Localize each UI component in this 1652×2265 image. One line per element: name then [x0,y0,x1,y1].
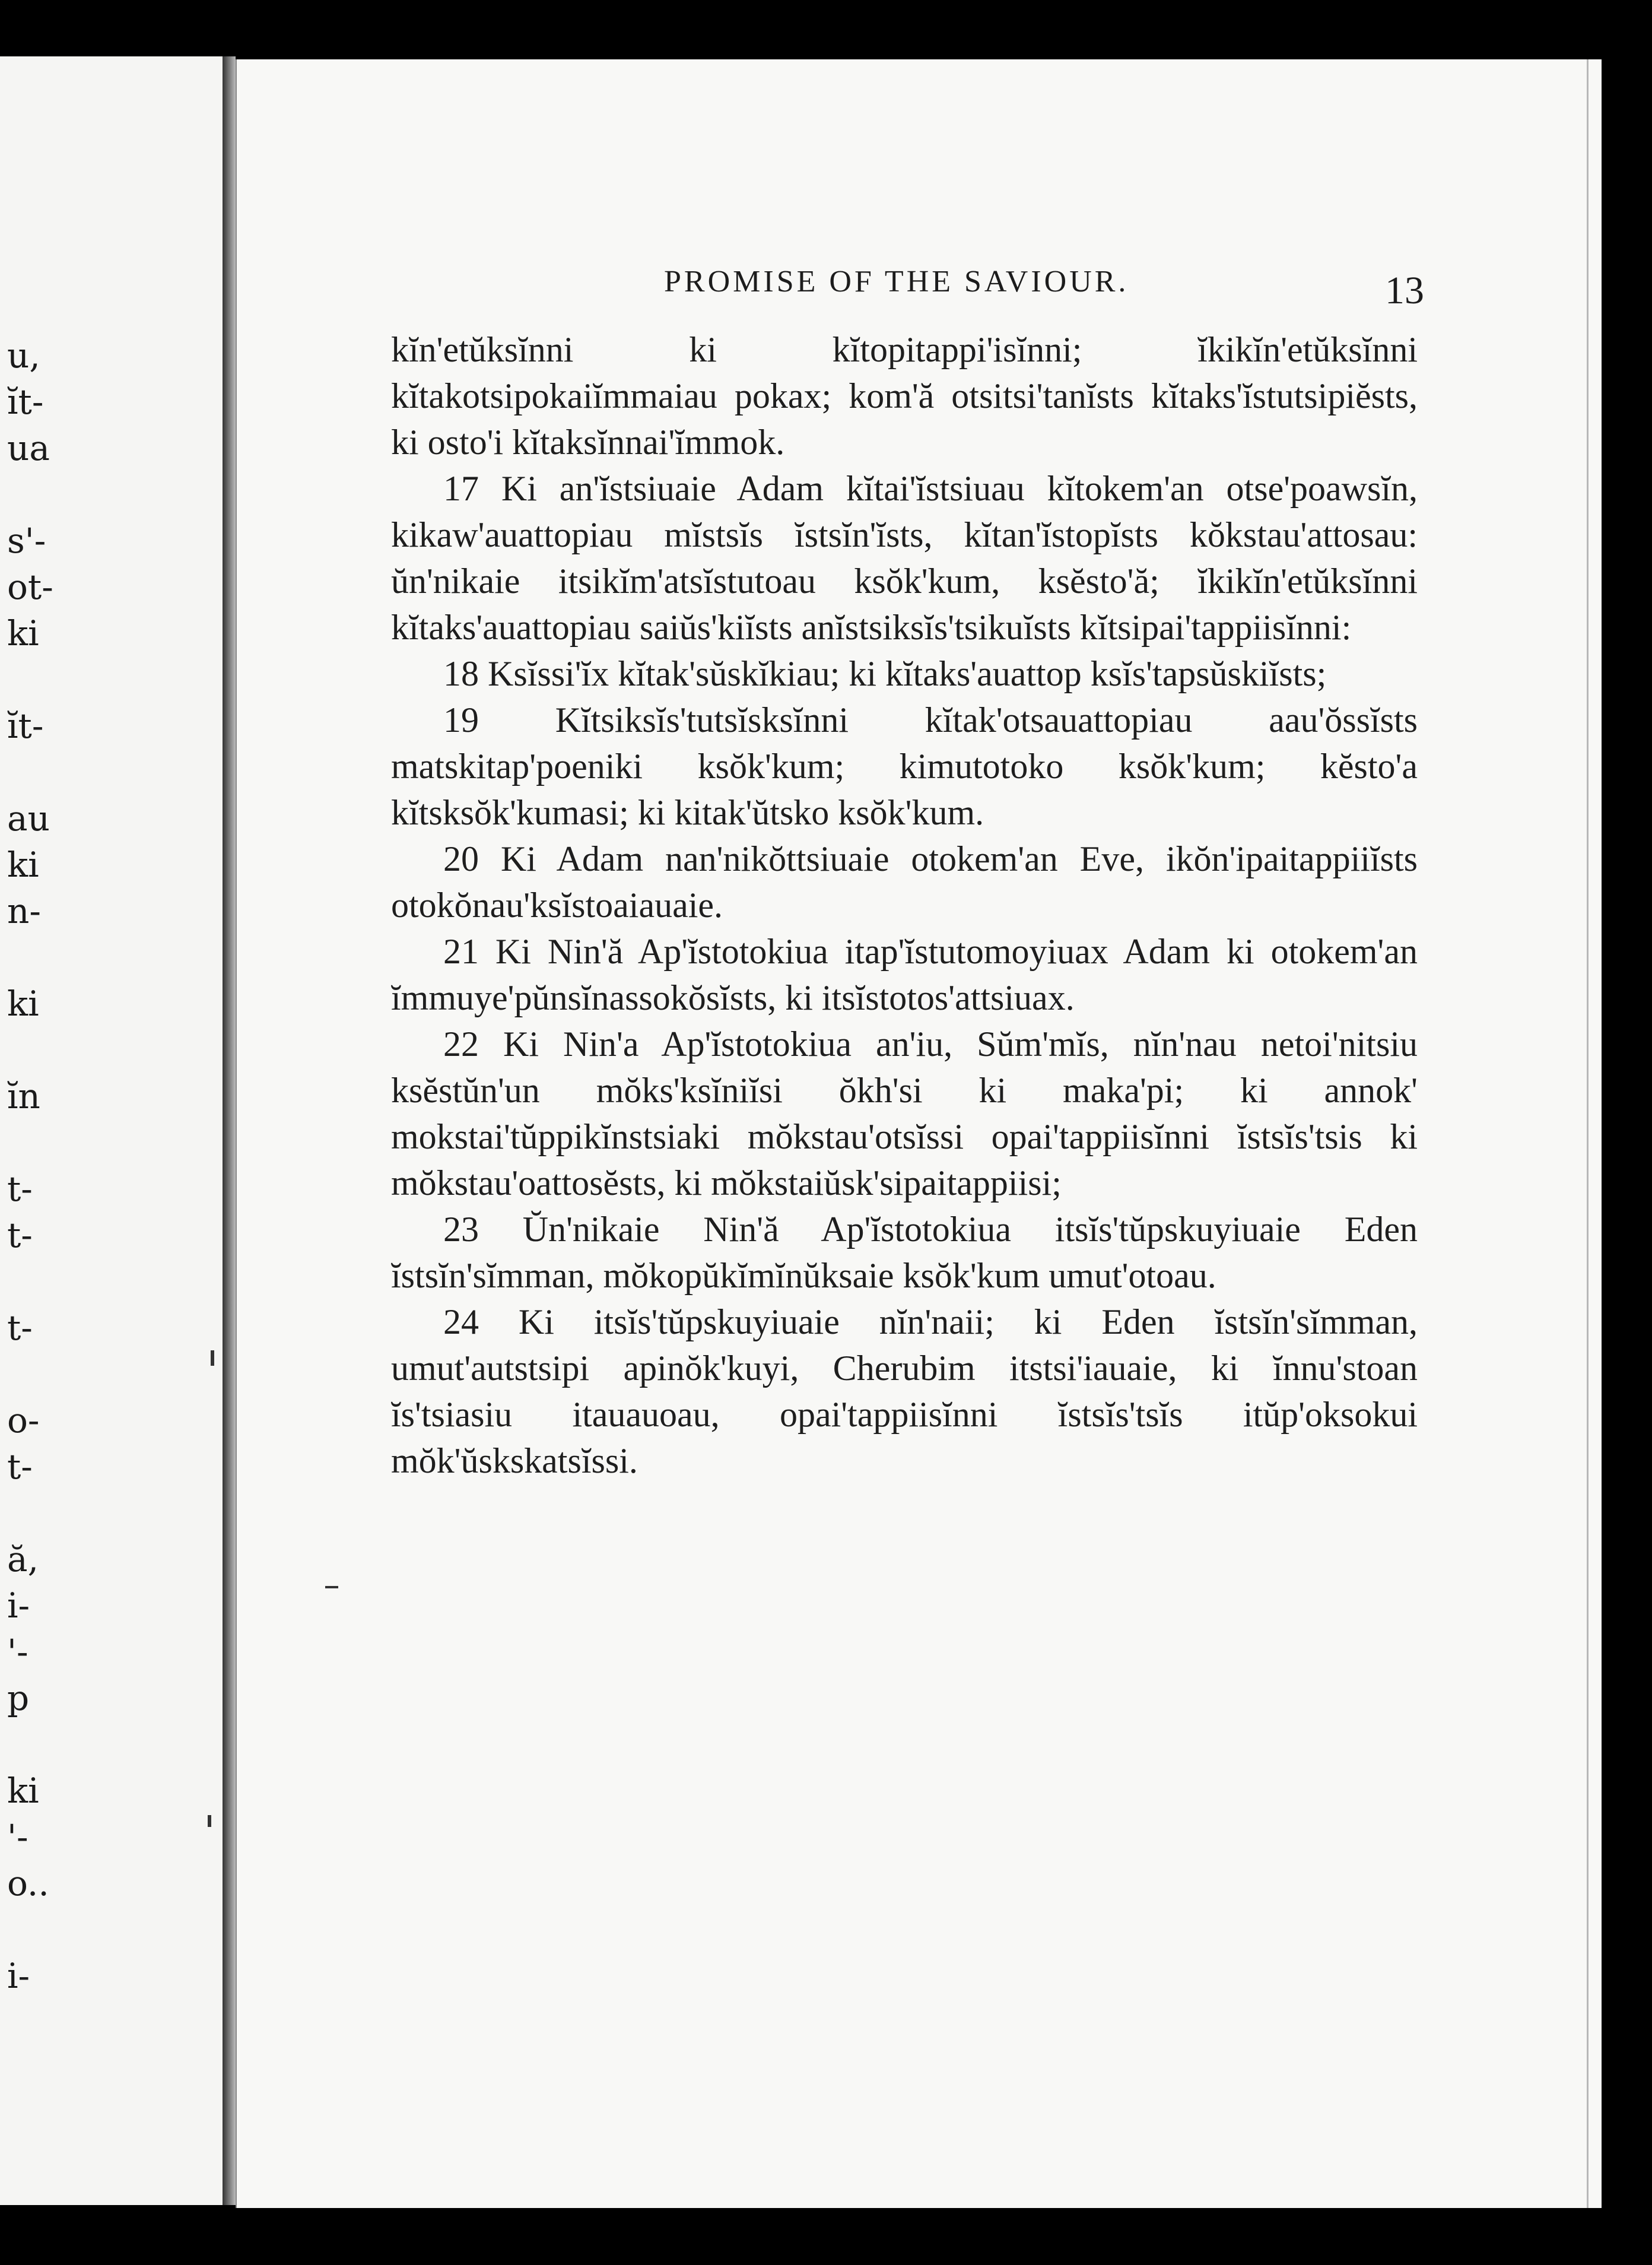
facing-page-fragment: ĭn [7,1076,40,1116]
verse-17: 17 Ki an'ĭstsiuaie Adam kĭtai'ĭstsiuau kĭtokem'an otse'poawsĭn, kikaw'auattopiau mĭstsĭs ĭstsĭn'ĭsts, kĭtan'ĭstopĭsts kŏkstau'attosau: ŭn'nikaie itsikĭm'atsĭstutoau ksŏk'kum, ksĕsto'ă; ĭkikĭn'etŭksĭnni kĭtaks'auattopiau saiŭs'kiĭsts anĭstsiksĭs'tsikuĭsts kĭtsipai'tappiisĭnni: [391,469,1418,647]
verse-21: 21 Ki Nin'ă Ap'ĭstotokiua itap'ĭstutomoyiuax Adam ki otokem'an ĭmmuye'pŭnsĭnassokŏsĭsts, ki itsĭstotos'attsiuax. [391,932,1418,1017]
facing-page-edge [0,56,224,2205]
book-gutter [223,56,236,2205]
page-number: 13 [1385,269,1424,312]
facing-page-fragment: '- [7,1632,28,1672]
stray-mark [208,1815,211,1827]
facing-page-fragment: i- [7,1956,30,1996]
facing-page-fragment: '- [7,1817,28,1857]
verse-23: 23 Ŭn'nikaie Nin'ă Ap'ĭstotokiua itsĭs'tŭpskuyiuaie Eden ĭstsĭn'sĭmman, mŏkopŭkĭmĭnŭksaie ksŏk'kum umut'otoau. [391,1210,1418,1295]
facing-page-fragment: ĭt- [7,706,44,746]
facing-page-fragment: t- [7,1215,33,1255]
running-head: PROMISE OF THE SAVIOUR. [664,265,1129,299]
facing-page-fragment: ki [7,613,39,654]
facing-page-fragment: o- [7,1400,40,1441]
verse-18: 18 Ksĭssi'ĭx kĭtak'sŭskĭkiau; ki kĭtaks'auattop ksĭs'tapsŭskiĭsts; [443,654,1327,693]
facing-page-fragment: o.. [7,1863,49,1904]
verse-24: 24 Ki itsĭs'tŭpskuyiuaie nĭn'naii; ki Eden ĭstsĭn'sĭmman, umut'autstsipi apinŏk'kuyi, Cherubim itstsi'iauaie, ki ĭnnu'stoan ĭs'tsiasiu itauauoau, opai'tappiisĭnni ĭstsĭs'tsĭs itŭp'oksokui mŏk'ŭskskatsĭssi. [391,1302,1418,1480]
page-edge-line [1587,59,1589,2208]
facing-page-fragment: t- [7,1169,33,1209]
facing-page-fragment: s'- [7,521,46,561]
facing-page-fragment: t- [7,1308,33,1348]
facing-page-fragment: ĭt- [7,382,44,422]
facing-page-fragment: ot- [7,567,53,607]
facing-page-fragment: ua [7,428,50,468]
verse-22: 22 Ki Nin'a Ap'ĭstotokiua an'iu, Sŭm'mĭs, nĭn'nau netoi'nitsiu ksĕstŭn'un mŏks'ksĭniĭsi ŏkh'si ki maka'pi; ki annok' mokstai'tŭppikĭnstsiaki mŏkstau'otsĭssi opai'tappiisĭnni ĭstsĭs'tsis ki mŏkstau'oattosĕsts, ki mŏkstaiŭsk'sipaitappiisi; [391,1024,1418,1203]
facing-page-fragment: n- [7,891,41,931]
facing-page-fragment: au [7,798,50,839]
paragraph: kĭn'etŭksĭnni ki kĭtopitappi'isĭnni; ĭkikĭn'etŭksĭnni kĭtakotsipokaiĭmmaiau pokax; kom'ă otsitsi'tanĭsts kĭtaks'ĭstutsipiĕsts, ki osto'i kĭtaksĭnnai'ĭmmok. [391,330,1418,462]
facing-page-fragment: ki [7,845,39,885]
stray-mark [325,1586,338,1588]
facing-page-fragment: ki [7,984,39,1024]
stray-mark [211,1350,214,1366]
facing-page-fragment: u, [7,335,40,376]
verse-20: 20 Ki Adam nan'nikŏttsiuaie otokem'an Eve, ikŏn'ipaitappiiĭsts otokŏnau'ksĭstoaiauaie. [391,839,1418,925]
book-page [236,59,1602,2208]
facing-page-fragment: p [7,1678,30,1718]
facing-page-fragment: ki [7,1771,39,1811]
verse-19: 19 Kĭtsiksĭs'tutsĭsksĭnni kĭtak'otsauattopiau aau'ŏssĭsts matskitap'poeniki ksŏk'kum; kimutotoko ksŏk'kum; kĕsto'a kĭtsksŏk'kumasi; ki kitak'ŭtsko ksŏk'kum. [391,700,1418,832]
facing-page-fragment: ă, [7,1539,39,1579]
facing-page-fragment: t- [7,1446,33,1487]
facing-page-fragment: i- [7,1585,30,1626]
body-text [391,326,1418,1484]
